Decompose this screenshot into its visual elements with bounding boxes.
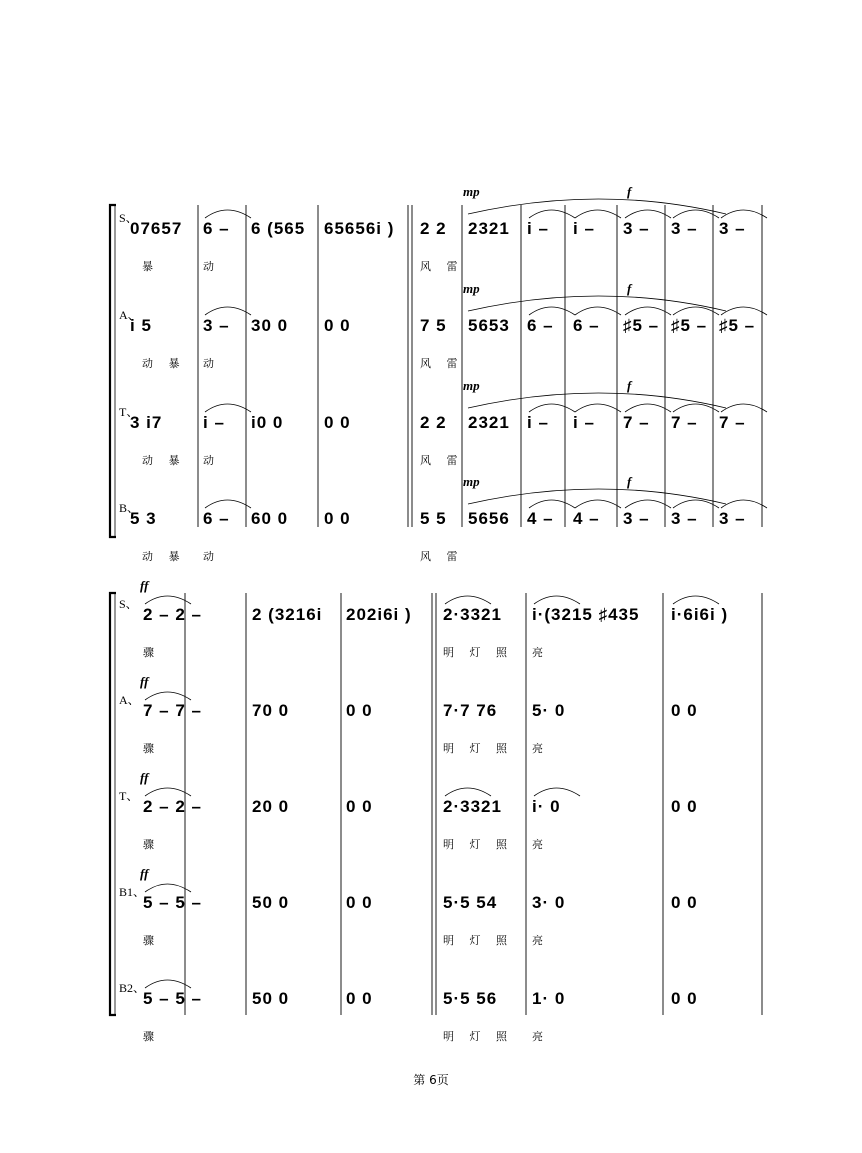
measure-notes: 202i6i ) [346,605,412,624]
measure-notes: 5653 [468,316,510,335]
lyric: 风 雷 [420,260,464,273]
measure-notes: 6 (565 [251,219,306,238]
lyric: 骤 [143,742,160,755]
measure-notes: 2321 [468,413,510,432]
measure-notes: 7 – [719,413,746,432]
measure-notes: 2 (3216i [252,605,323,624]
measure-notes: 3 i7 [130,413,163,432]
measure-notes: 7 5 [420,316,447,335]
measure-notes: i·6i6i ) [671,605,729,624]
measure-notes: 7 – 7 – [143,701,202,720]
slur [575,500,621,508]
slur [534,596,580,604]
measure-notes: 3 – [623,509,650,528]
measure-notes: 65656i ) [324,219,395,238]
slur [205,500,251,508]
lyric: 明 灯 照 [443,742,513,755]
slur [534,788,580,796]
measure-notes: 3· 0 [532,893,566,912]
measure-notes: 5 5 [420,509,447,528]
slur [529,500,575,508]
measure-notes: 07657 [130,219,183,238]
dynamic-marking: f [627,474,632,489]
slur [205,404,251,412]
measure-notes: 0 0 [324,316,351,335]
slur [529,307,575,315]
slur [721,404,767,412]
measure-notes: 0 0 [346,893,373,912]
dynamic-marking: mp [463,474,480,489]
dynamic-marking: mp [463,281,480,296]
dynamic-marking: mp [463,184,480,199]
measure-notes: ♯5 – [623,316,660,335]
measure-notes: 0 0 [346,797,373,816]
slur [721,500,767,508]
measure-notes: 7 – [671,413,698,432]
measure-notes: 0 0 [324,413,351,432]
measure-notes: 2·3321 [443,797,502,816]
part-label: S、 [119,597,138,611]
slur [145,788,191,796]
measure-notes: 2 2 [420,219,447,238]
slur [145,980,191,988]
measure-notes: 6 – [203,509,230,528]
dynamic-marking: ff [140,674,149,689]
part-label: B2、 [119,981,146,995]
slur [575,404,621,412]
measure-notes: 2 2 [420,413,447,432]
measure-notes: i – [527,219,549,238]
measure-notes: 0 0 [324,509,351,528]
lyric: 亮 [532,646,549,659]
measure-notes: 3 – [719,219,746,238]
measure-notes: 2 – 2 – [143,797,202,816]
measure-notes: i 5 [130,316,152,335]
measure-notes: 3 – [719,509,746,528]
lyric: 明 灯 照 [443,934,513,947]
lyric: 亮 [532,1030,549,1043]
part-label: B、 [119,501,140,515]
measure-notes: i0 0 [251,413,284,432]
measure-notes: 4 – [573,509,600,528]
lyric: 明 灯 照 [443,1030,513,1043]
slur [575,210,621,218]
lyric: 动 [203,454,220,467]
slur [625,307,671,315]
slur [625,500,671,508]
dynamic-marking: f [627,184,632,199]
phrase-slur [468,489,726,504]
slur [145,596,191,604]
measure-notes: 6 – [527,316,554,335]
measure-notes: ♯5 – [671,316,708,335]
measure-notes: 5·5 56 [443,989,498,1008]
measure-notes: 50 0 [252,989,290,1008]
slur [205,210,251,218]
slur [625,210,671,218]
slur [145,884,191,892]
dynamic-marking: f [627,281,632,296]
part-label: B1、 [119,885,146,899]
lyric: 骤 [143,934,160,947]
slur [445,596,491,604]
page-number: 第 6页 [413,1073,449,1087]
lyric: 动 暴 [142,357,186,370]
lyric: 亮 [532,742,549,755]
lyric: 动 暴 [142,454,186,467]
measure-notes: i – [203,413,225,432]
measure-notes: 5 – 5 – [143,989,202,1008]
part-label: S、 [119,211,138,225]
lyric: 动 [203,260,220,273]
dynamic-marking: ff [140,578,149,593]
lyric: 明 灯 照 [443,838,513,851]
slur [145,692,191,700]
measure-notes: 0 0 [671,989,698,1008]
lyric: 骤 [143,1030,160,1043]
lyric: 风 雷 [420,357,464,370]
measure-notes: 6 – [573,316,600,335]
lyric: 亮 [532,934,549,947]
lyric: 明 灯 照 [443,646,513,659]
measure-notes: 3 – [671,509,698,528]
phrase-slur [468,393,726,408]
measure-notes: i – [573,413,595,432]
measure-notes: 6 – [203,219,230,238]
measure-notes: 3 – [671,219,698,238]
phrase-slur [468,199,726,214]
lyric: 风 雷 [420,454,464,467]
lyric: 风 雷 [420,550,464,563]
part-label: T、 [119,789,139,803]
lyric: 动 暴 [142,550,186,563]
measure-notes: 3 – [623,219,650,238]
slur [529,404,575,412]
dynamic-marking: ff [140,866,149,881]
slur [445,788,491,796]
measure-notes: 2321 [468,219,510,238]
slur [529,210,575,218]
measure-notes: 5 – 5 – [143,893,202,912]
lyric: 骤 [143,646,160,659]
lyric: 亮 [532,838,549,851]
measure-notes: i – [573,219,595,238]
measure-notes: 5· 0 [532,701,566,720]
lyric: 暴 [142,260,159,273]
part-label: A、 [119,693,140,707]
lyric: 骤 [143,838,160,851]
slur [205,307,251,315]
measure-notes: 0 0 [346,701,373,720]
measure-notes: i – [527,413,549,432]
dynamic-marking: f [627,378,632,393]
measure-notes: 0 0 [671,701,698,720]
measure-notes: 7·7 76 [443,701,498,720]
measure-notes: 5656 [468,509,510,528]
slur [673,596,719,604]
part-label: T、 [119,405,139,419]
slur [575,307,621,315]
lyric: 动 [203,550,220,563]
measure-notes: 4 – [527,509,554,528]
dynamic-marking: ff [140,770,149,785]
measure-notes: 0 0 [671,797,698,816]
part-label: A、 [119,308,140,322]
slur [625,404,671,412]
measure-notes: 60 0 [251,509,289,528]
measure-notes: 20 0 [252,797,290,816]
measure-notes: 0 0 [671,893,698,912]
lyric: 动 [203,357,220,370]
phrase-slur [468,296,726,311]
slur [721,307,767,315]
measure-notes: 30 0 [251,316,289,335]
measure-notes: i·(3215 ♯435 [532,605,640,624]
measure-notes: i· 0 [532,797,561,816]
measure-notes: 5·5 54 [443,893,498,912]
slur [721,210,767,218]
measure-notes: 2 – 2 – [143,605,202,624]
measure-notes: 3 – [203,316,230,335]
measure-notes: 7 – [623,413,650,432]
measure-notes: 5 3 [130,509,157,528]
measure-notes: 70 0 [252,701,290,720]
measure-notes: 1· 0 [532,989,566,1008]
dynamic-marking: mp [463,378,480,393]
measure-notes: 0 0 [346,989,373,1008]
measure-notes: 50 0 [252,893,290,912]
measure-notes: 2·3321 [443,605,502,624]
measure-notes: ♯5 – [719,316,756,335]
